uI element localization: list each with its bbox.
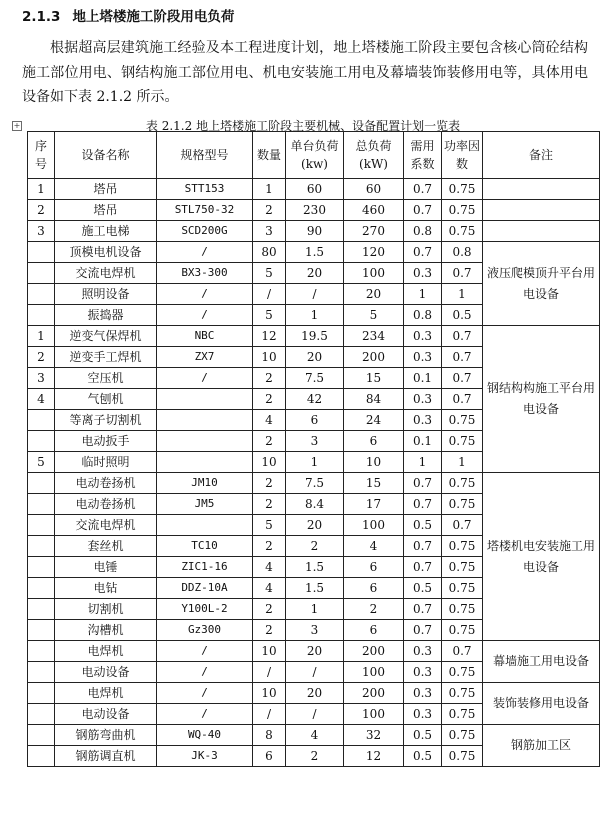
cell-power-factor: 0.75 <box>442 200 483 221</box>
cell-power-factor: 0.5 <box>442 305 483 326</box>
cell-no <box>28 620 55 641</box>
cell-name: 顶模电机设备 <box>55 242 157 263</box>
header-demand-factor: 需用系数 <box>404 132 442 179</box>
cell-model <box>157 389 253 410</box>
cell-total-load: 15 <box>344 368 404 389</box>
cell-model: / <box>157 683 253 704</box>
cell-no <box>28 704 55 725</box>
cell-power-factor: 0.7 <box>442 368 483 389</box>
cell-unit-load: 3 <box>286 431 344 452</box>
cell-total-load: 460 <box>344 200 404 221</box>
cell-no: 1 <box>28 179 55 200</box>
cell-unit-load: / <box>286 662 344 683</box>
cell-name: 临时照明 <box>55 452 157 473</box>
header-model: 规格型号 <box>157 132 253 179</box>
cell-model <box>157 452 253 473</box>
cell-qty: / <box>253 704 286 725</box>
header-total-load: 总负荷(kW) <box>344 132 404 179</box>
cell-model: JM5 <box>157 494 253 515</box>
cell-qty: 8 <box>253 725 286 746</box>
cell-unit-load: 7.5 <box>286 473 344 494</box>
cell-no <box>28 305 55 326</box>
equipment-table <box>27 131 600 767</box>
table-row <box>28 179 600 200</box>
cell-name: 钢筋调直机 <box>55 746 157 767</box>
cell-no <box>28 557 55 578</box>
cell-demand-factor: 0.3 <box>404 641 442 662</box>
cell-qty: 2 <box>253 431 286 452</box>
intro-paragraph: 根据超高层建筑施工经验及本工程进度计划，地上塔楼施工阶段主要包含核心筒砼结构施工部位用电、钢结构施工部位用电、机电安装施工用电及幕墙装饰装修用电等，具体用电设备如下表 2.1.2 所示。 <box>22 40 588 105</box>
cell-demand-factor: 0.3 <box>404 662 442 683</box>
cell-total-load: 6 <box>344 620 404 641</box>
cell-unit-load: 20 <box>286 263 344 284</box>
cell-qty: 2 <box>253 389 286 410</box>
cell-total-load: 12 <box>344 746 404 767</box>
cell-power-factor: 1 <box>442 452 483 473</box>
section-number: 2.1.3 <box>22 9 61 25</box>
cell-unit-load: 1 <box>286 452 344 473</box>
cell-model <box>157 515 253 536</box>
cell-qty: 2 <box>253 368 286 389</box>
cell-qty: / <box>253 662 286 683</box>
cell-model <box>157 431 253 452</box>
cell-demand-factor: 0.1 <box>404 431 442 452</box>
cell-name: 电动扳手 <box>55 431 157 452</box>
cell-qty: 5 <box>253 305 286 326</box>
cell-name: 电动卷扬机 <box>55 494 157 515</box>
cell-demand-factor: 0.7 <box>404 620 442 641</box>
cell-name: 电焊机 <box>55 641 157 662</box>
cell-total-load: 6 <box>344 431 404 452</box>
cell-power-factor: 0.7 <box>442 515 483 536</box>
cell-remarks: 钢结构构施工平台用电设备 <box>483 326 600 473</box>
header-name: 设备名称 <box>55 132 157 179</box>
table-row <box>28 200 600 221</box>
cell-total-load: 32 <box>344 725 404 746</box>
cell-remarks: 幕墙施工用电设备 <box>483 641 600 683</box>
cell-demand-factor: 0.5 <box>404 746 442 767</box>
cell-power-factor: 0.7 <box>442 326 483 347</box>
cell-power-factor: 0.75 <box>442 221 483 242</box>
header-qty: 数量 <box>253 132 286 179</box>
cell-no: 3 <box>28 368 55 389</box>
cell-power-factor: 0.75 <box>442 473 483 494</box>
cell-name: 交流电焊机 <box>55 515 157 536</box>
cell-qty: 3 <box>253 221 286 242</box>
cell-power-factor: 0.7 <box>442 389 483 410</box>
cell-qty: 2 <box>253 494 286 515</box>
cell-no: 1 <box>28 326 55 347</box>
cell-no <box>28 683 55 704</box>
cell-remarks <box>483 221 600 242</box>
cell-model: JK-3 <box>157 746 253 767</box>
cell-unit-load: 19.5 <box>286 326 344 347</box>
cell-qty: 1 <box>253 179 286 200</box>
cell-no: 3 <box>28 221 55 242</box>
cell-qty: 5 <box>253 515 286 536</box>
cell-no: 2 <box>28 347 55 368</box>
cell-total-load: 17 <box>344 494 404 515</box>
cell-model <box>157 410 253 431</box>
cell-model: TC10 <box>157 536 253 557</box>
cell-demand-factor: 0.8 <box>404 221 442 242</box>
cell-total-load: 2 <box>344 599 404 620</box>
cell-no: 5 <box>28 452 55 473</box>
cell-name: 套丝机 <box>55 536 157 557</box>
cell-model: NBC <box>157 326 253 347</box>
cell-qty: 2 <box>253 200 286 221</box>
cell-no <box>28 473 55 494</box>
cell-unit-load: / <box>286 704 344 725</box>
cell-demand-factor: 0.7 <box>404 557 442 578</box>
cell-demand-factor: 0.3 <box>404 389 442 410</box>
cell-demand-factor: 0.5 <box>404 725 442 746</box>
cell-name: 振捣器 <box>55 305 157 326</box>
cell-no <box>28 410 55 431</box>
cell-total-load: 15 <box>344 473 404 494</box>
cell-name: 空压机 <box>55 368 157 389</box>
cell-power-factor: 0.75 <box>442 725 483 746</box>
header-power-factor: 功率因数 <box>442 132 483 179</box>
header-remarks: 备注 <box>483 132 600 179</box>
cell-unit-load: 1 <box>286 305 344 326</box>
cell-demand-factor: 0.1 <box>404 368 442 389</box>
section-title: 地上塔楼施工阶段用电负荷 <box>72 9 235 25</box>
cell-power-factor: 0.75 <box>442 494 483 515</box>
cell-total-load: 60 <box>344 179 404 200</box>
cell-name: 等离子切割机 <box>55 410 157 431</box>
cell-no <box>28 494 55 515</box>
cell-qty: 12 <box>253 326 286 347</box>
cell-demand-factor: 0.3 <box>404 683 442 704</box>
cell-model: STL750-32 <box>157 200 253 221</box>
cell-total-load: 5 <box>344 305 404 326</box>
cell-remarks: 塔楼机电安装施工用电设备 <box>483 473 600 641</box>
cell-demand-factor: 0.5 <box>404 578 442 599</box>
cell-demand-factor: 0.7 <box>404 536 442 557</box>
cell-total-load: 4 <box>344 536 404 557</box>
cell-unit-load: 230 <box>286 200 344 221</box>
cell-name: 逆变气保焊机 <box>55 326 157 347</box>
cell-name: 切割机 <box>55 599 157 620</box>
cell-unit-load: 20 <box>286 641 344 662</box>
cell-remarks <box>483 200 600 221</box>
cell-no <box>28 242 55 263</box>
table-row <box>28 242 600 263</box>
cell-no <box>28 599 55 620</box>
cell-total-load: 120 <box>344 242 404 263</box>
cell-demand-factor: 0.7 <box>404 473 442 494</box>
cell-remarks <box>483 179 600 200</box>
cell-qty: / <box>253 284 286 305</box>
cell-demand-factor: 0.3 <box>404 326 442 347</box>
cell-qty: 2 <box>253 536 286 557</box>
cell-qty: 4 <box>253 557 286 578</box>
cell-power-factor: 0.75 <box>442 662 483 683</box>
cell-total-load: 100 <box>344 515 404 536</box>
cell-total-load: 84 <box>344 389 404 410</box>
cell-demand-factor: 0.7 <box>404 599 442 620</box>
cell-unit-load: 2 <box>286 746 344 767</box>
header-no: 序号 <box>28 132 55 179</box>
cell-demand-factor: 0.7 <box>404 200 442 221</box>
cell-name: 塔吊 <box>55 200 157 221</box>
cell-qty: 10 <box>253 452 286 473</box>
cell-model: / <box>157 305 253 326</box>
cell-model: BX3-300 <box>157 263 253 284</box>
cell-name: 电动卷扬机 <box>55 473 157 494</box>
cell-name: 塔吊 <box>55 179 157 200</box>
cell-unit-load: / <box>286 284 344 305</box>
cell-demand-factor: 0.3 <box>404 410 442 431</box>
cell-total-load: 200 <box>344 347 404 368</box>
cell-name: 交流电焊机 <box>55 263 157 284</box>
cell-no: 2 <box>28 200 55 221</box>
cell-power-factor: 0.75 <box>442 746 483 767</box>
cell-power-factor: 0.75 <box>442 179 483 200</box>
cell-unit-load: 3 <box>286 620 344 641</box>
cell-unit-load: 2 <box>286 536 344 557</box>
cell-no <box>28 725 55 746</box>
cell-unit-load: 1.5 <box>286 578 344 599</box>
cell-demand-factor: 0.7 <box>404 494 442 515</box>
cell-model: / <box>157 641 253 662</box>
cell-model: SCD200G <box>157 221 253 242</box>
cell-qty: 5 <box>253 263 286 284</box>
cell-demand-factor: 0.7 <box>404 179 442 200</box>
cell-no <box>28 515 55 536</box>
cell-no <box>28 578 55 599</box>
cell-unit-load: 90 <box>286 221 344 242</box>
cell-demand-factor: 0.3 <box>404 704 442 725</box>
cell-unit-load: 42 <box>286 389 344 410</box>
cell-demand-factor: 0.8 <box>404 305 442 326</box>
cell-name: 逆变手工焊机 <box>55 347 157 368</box>
cell-total-load: 200 <box>344 683 404 704</box>
table-row <box>28 221 600 242</box>
cell-no <box>28 641 55 662</box>
cell-total-load: 6 <box>344 578 404 599</box>
cell-remarks: 装饰装修用电设备 <box>483 683 600 725</box>
cell-demand-factor: 1 <box>404 284 442 305</box>
table-row <box>28 683 600 704</box>
cell-remarks: 钢筋加工区 <box>483 725 600 767</box>
cell-power-factor: 0.75 <box>442 599 483 620</box>
cell-unit-load: 1.5 <box>286 557 344 578</box>
cell-power-factor: 0.75 <box>442 683 483 704</box>
table-row <box>28 725 600 746</box>
cell-total-load: 20 <box>344 284 404 305</box>
cell-demand-factor: 0.7 <box>404 242 442 263</box>
cell-qty: 80 <box>253 242 286 263</box>
cell-model: / <box>157 662 253 683</box>
cell-remarks: 液压爬模顶升平台用电设备 <box>483 242 600 326</box>
cell-qty: 6 <box>253 746 286 767</box>
cell-power-factor: 0.7 <box>442 263 483 284</box>
cell-name: 电锤 <box>55 557 157 578</box>
cell-unit-load: 6 <box>286 410 344 431</box>
cell-total-load: 200 <box>344 641 404 662</box>
cell-power-factor: 0.75 <box>442 536 483 557</box>
cell-unit-load: 7.5 <box>286 368 344 389</box>
cell-name: 施工电梯 <box>55 221 157 242</box>
cell-unit-load: 20 <box>286 683 344 704</box>
table-caption: 表 2.1.2 地上塔楼施工阶段主要机械、设备配置计划一览表 <box>145 119 461 133</box>
cell-unit-load: 1.5 <box>286 242 344 263</box>
table-anchor-icon[interactable]: + <box>13 121 21 130</box>
cell-model: ZX7 <box>157 347 253 368</box>
cell-power-factor: 1 <box>442 284 483 305</box>
cell-name: 照明设备 <box>55 284 157 305</box>
cell-demand-factor: 0.3 <box>404 347 442 368</box>
cell-name: 电焊机 <box>55 683 157 704</box>
cell-model: Y100L-2 <box>157 599 253 620</box>
cell-model: WQ-40 <box>157 725 253 746</box>
cell-total-load: 24 <box>344 410 404 431</box>
cell-total-load: 6 <box>344 557 404 578</box>
cell-unit-load: 8.4 <box>286 494 344 515</box>
cell-qty: 10 <box>253 347 286 368</box>
cell-power-factor: 0.8 <box>442 242 483 263</box>
cell-name: 沟槽机 <box>55 620 157 641</box>
cell-qty: 2 <box>253 473 286 494</box>
cell-qty: 10 <box>253 641 286 662</box>
cell-model: ZIC1-16 <box>157 557 253 578</box>
cell-name: 气刨机 <box>55 389 157 410</box>
cell-name: 钢筋弯曲机 <box>55 725 157 746</box>
cell-total-load: 270 <box>344 221 404 242</box>
cell-unit-load: 60 <box>286 179 344 200</box>
cell-power-factor: 0.75 <box>442 557 483 578</box>
cell-no <box>28 284 55 305</box>
cell-power-factor: 0.75 <box>442 620 483 641</box>
cell-model: Gz300 <box>157 620 253 641</box>
table-row <box>28 641 600 662</box>
cell-model: / <box>157 242 253 263</box>
cell-name: 电动设备 <box>55 704 157 725</box>
table-header-row <box>28 132 600 179</box>
cell-model: DDZ-10A <box>157 578 253 599</box>
cell-qty: 2 <box>253 620 286 641</box>
cell-no <box>28 263 55 284</box>
cell-no <box>28 431 55 452</box>
cell-no <box>28 746 55 767</box>
cell-model: JM10 <box>157 473 253 494</box>
header-unit-load: 单台负荷(kw) <box>286 132 344 179</box>
cell-total-load: 100 <box>344 662 404 683</box>
cell-no <box>28 662 55 683</box>
cell-demand-factor: 1 <box>404 452 442 473</box>
cell-model: / <box>157 368 253 389</box>
cell-qty: 4 <box>253 578 286 599</box>
cell-model: STT153 <box>157 179 253 200</box>
cell-total-load: 100 <box>344 263 404 284</box>
cell-unit-load: 20 <box>286 347 344 368</box>
cell-unit-load: 4 <box>286 725 344 746</box>
cell-no: 4 <box>28 389 55 410</box>
cell-power-factor: 0.75 <box>442 431 483 452</box>
cell-qty: 4 <box>253 410 286 431</box>
cell-name: 电动设备 <box>55 662 157 683</box>
cell-power-factor: 0.75 <box>442 704 483 725</box>
section-heading <box>22 5 234 25</box>
cell-model: / <box>157 284 253 305</box>
cell-demand-factor: 0.3 <box>404 263 442 284</box>
cell-unit-load: 1 <box>286 599 344 620</box>
cell-no <box>28 536 55 557</box>
cell-unit-load: 20 <box>286 515 344 536</box>
cell-power-factor: 0.7 <box>442 641 483 662</box>
cell-demand-factor: 0.5 <box>404 515 442 536</box>
cell-qty: 10 <box>253 683 286 704</box>
cell-power-factor: 0.75 <box>442 410 483 431</box>
cell-name: 电钻 <box>55 578 157 599</box>
table-row <box>28 473 600 494</box>
cell-power-factor: 0.75 <box>442 578 483 599</box>
cell-total-load: 100 <box>344 704 404 725</box>
cell-total-load: 10 <box>344 452 404 473</box>
cell-total-load: 234 <box>344 326 404 347</box>
cell-model: / <box>157 704 253 725</box>
table-row <box>28 326 600 347</box>
cell-qty: 2 <box>253 599 286 620</box>
cell-power-factor: 0.7 <box>442 347 483 368</box>
